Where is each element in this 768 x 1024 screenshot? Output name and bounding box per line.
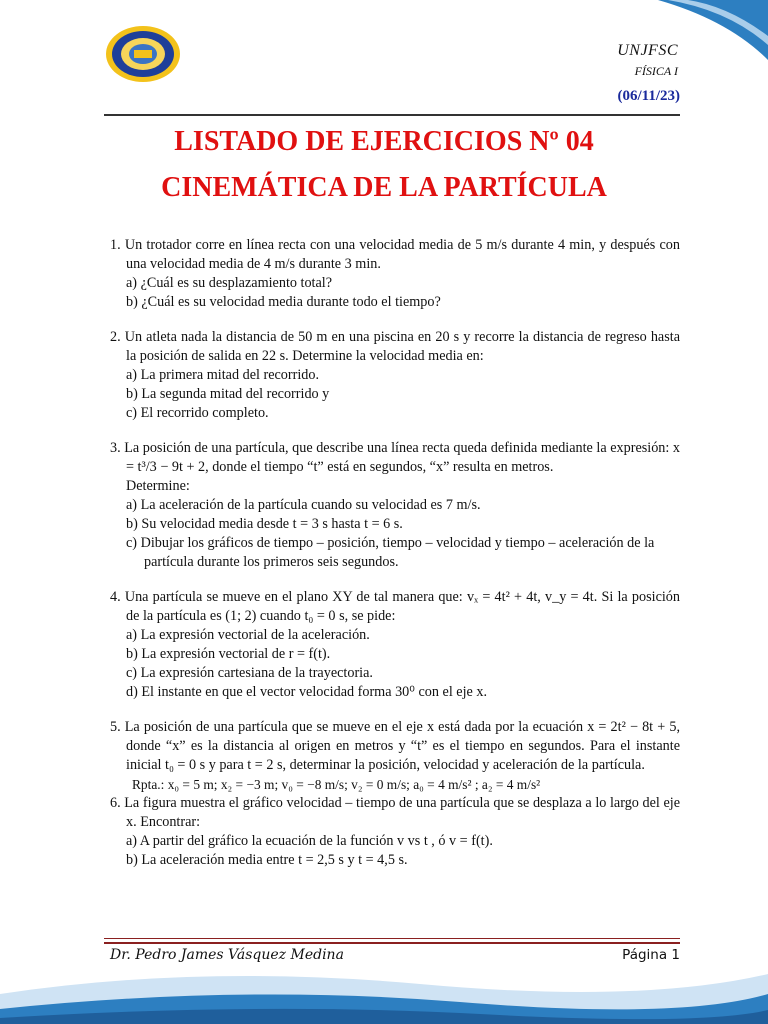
- exercise-4: [110, 588, 680, 702]
- exercise-item: a) ¿Cuál es su desplazamiento total?: [126, 275, 333, 291]
- exercise-item: b) La aceleración media entre t = 2,5 s y t = 4,5 s.: [126, 852, 408, 868]
- exercise-item: c) Dibujar los gráficos de tiempo – posición, tiempo – velocidad y tiempo – aceleración de la partícula durante los primeros seis segundos.: [126, 535, 655, 570]
- exercise-statement: 3. La posición de una partícula, que describe una línea recta queda definida mediante la expresión: x = t³/3 − 9t + 2, donde el tiempo “t” está en segundos, “x” resulta en metros.: [110, 440, 680, 475]
- exercise-statement: 6. La figura muestra el gráfico velocidad – tiempo de una partícula que se desplaza a lo largo del eje x. Encontrar:: [110, 795, 680, 830]
- exercise-item: a) La expresión vectorial de la aceleración.: [126, 627, 370, 643]
- exercise-answer: Rpta.: x₀ = 5 m; x₂ = −3 m; v₀ = −8 m/s; v₂ = 0 m/s; a₀ = 4 m/s² ; a₂ = 4 m/s²: [132, 777, 541, 792]
- header-date: (06/11/23): [617, 88, 680, 104]
- page-number: Página 1: [622, 947, 680, 963]
- footer-divider: [104, 938, 680, 939]
- footer-wave-decoration: [0, 954, 768, 1024]
- exercise-item: a) La aceleración de la partícula cuando su velocidad es 7 m/s.: [126, 497, 481, 513]
- exercise-1: [110, 236, 680, 312]
- footer-divider: [104, 942, 680, 944]
- exercise-item: b) La expresión vectorial de r = f(t).: [126, 646, 331, 662]
- page-subtitle: CINEMÁTICA DE LA PARTÍCULA: [161, 172, 607, 203]
- header-university: UNJFSC: [617, 42, 678, 59]
- exercise-lead: Determine:: [126, 478, 190, 494]
- footer-author: Dr. Pedro James Vásquez Medina: [110, 947, 344, 963]
- exercise-item: c) La expresión cartesiana de la trayectoria.: [126, 665, 373, 681]
- exercise-statement: 4. Una partícula se mueve en el plano XY de tal manera que: vₓ = 4t² + 4t, v_y = 4t. Si la posición de la partícula es (1; 2) cuando t₀ = 0 s, se pide:: [110, 589, 680, 624]
- exercise-item: a) La primera mitad del recorrido.: [126, 367, 320, 383]
- exercise-2: [110, 328, 680, 423]
- exercise-item: d) El instante en que el vector velocidad forma 30⁰ con el eje x.: [126, 684, 488, 700]
- exercise-statement: 5. La posición de una partícula que se mueve en el eje x está dada por la ecuación x = 2t² − 8t + 5, donde “x” es la distancia al origen en metros y “t” es el tiempo en segundos. Para el instante inicial t₀ = 0 s y para t = 2 s, determinar la posición, velocidad y aceleración de la partícula.: [110, 719, 680, 773]
- exercise-statement: 1. Un trotador corre en línea recta con una velocidad media de 5 m/s durante 4 min, y después con una velocidad media de 4 m/s durante 3 min.: [110, 237, 680, 272]
- exercise-item: c) El recorrido completo.: [126, 405, 269, 421]
- exercise-statement: 2. Un atleta nada la distancia de 50 m en una piscina en 20 s y recorre la distancia de regreso hasta la posición de salida en 22 s. Determine la velocidad media en:: [110, 329, 680, 364]
- header-divider: [104, 114, 680, 116]
- university-logo: [104, 24, 182, 84]
- page-title: LISTADO DE EJERCICIOS Nº 04: [174, 126, 594, 157]
- exercise-5: [110, 718, 680, 794]
- exercise-3: [110, 439, 680, 572]
- exercise-item: a) A partir del gráfico la ecuación de la función v vs t , ó v = f(t).: [126, 833, 493, 849]
- exercise-6: [110, 794, 680, 870]
- exercise-item: b) Su velocidad media desde t = 3 s hasta t = 6 s.: [126, 516, 403, 532]
- exercise-item: b) La segunda mitad del recorrido y: [126, 386, 330, 402]
- exercise-list: [110, 236, 680, 886]
- exercise-item: b) ¿Cuál es su velocidad media durante todo el tiempo?: [126, 294, 441, 310]
- header-course: FÍSICA I: [634, 64, 678, 78]
